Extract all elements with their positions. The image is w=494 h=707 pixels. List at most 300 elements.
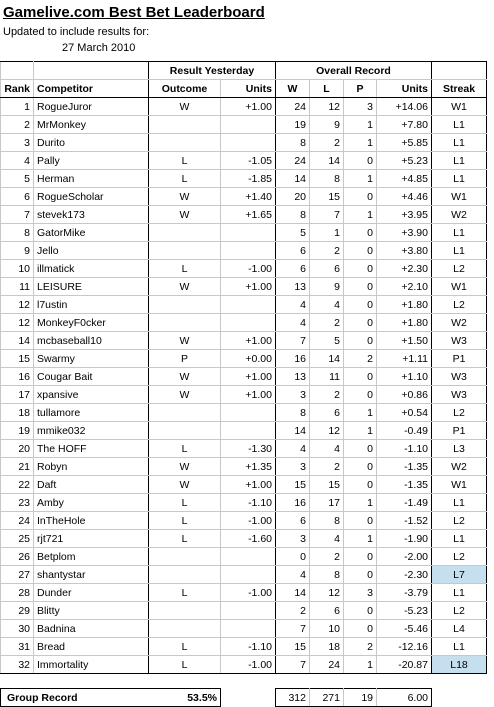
wins-cell: 13: [276, 368, 310, 386]
pushes-cell: 0: [344, 260, 377, 278]
table-row: [1, 224, 487, 242]
col-header-losses: L: [310, 80, 344, 98]
overall-units-cell: +0.54: [377, 404, 432, 422]
rank-cell: 27: [1, 566, 34, 584]
yesterday-units-cell: +0.00: [221, 350, 276, 368]
outcome-cell: [149, 224, 221, 242]
pushes-cell: 1: [344, 404, 377, 422]
yesterday-units-cell: [221, 602, 276, 620]
col-header-wins: W: [276, 80, 310, 98]
outcome-cell: W: [149, 476, 221, 494]
rank-cell: 9: [1, 242, 34, 260]
competitor-cell: Herman: [34, 170, 149, 188]
pushes-cell: 0: [344, 566, 377, 584]
group-record-units: 6.00: [377, 689, 432, 707]
table-row: [1, 602, 487, 620]
table-row: [1, 206, 487, 224]
group-record-row: [1, 689, 432, 707]
wins-cell: 14: [276, 422, 310, 440]
competitor-cell: Durito: [34, 134, 149, 152]
overall-units-cell: +3.90: [377, 224, 432, 242]
overall-units-cell: -5.23: [377, 602, 432, 620]
table-row: [1, 368, 487, 386]
outcome-cell: W: [149, 188, 221, 206]
pushes-cell: 0: [344, 332, 377, 350]
wins-cell: 16: [276, 494, 310, 512]
overall-units-cell: -1.52: [377, 512, 432, 530]
overall-units-cell: -0.49: [377, 422, 432, 440]
rank-cell: 12: [1, 296, 34, 314]
rank-cell: 31: [1, 638, 34, 656]
losses-cell: 12: [310, 584, 344, 602]
pushes-cell: 0: [344, 314, 377, 332]
wins-cell: 15: [276, 638, 310, 656]
overall-units-cell: +4.46: [377, 188, 432, 206]
streak-cell: L2: [432, 260, 487, 278]
overall-units-cell: +1.80: [377, 314, 432, 332]
col-header-overall-units: Units: [377, 80, 432, 98]
rank-cell: 7: [1, 206, 34, 224]
pushes-cell: 0: [344, 224, 377, 242]
streak-cell: W3: [432, 386, 487, 404]
streak-cell: L1: [432, 116, 487, 134]
streak-cell: W1: [432, 188, 487, 206]
overall-units-cell: +3.80: [377, 242, 432, 260]
losses-cell: 2: [310, 242, 344, 260]
losses-cell: 9: [310, 278, 344, 296]
table-row: [1, 440, 487, 458]
group-record-gap: [221, 689, 276, 707]
wins-cell: 24: [276, 152, 310, 170]
leaderboard-table: [0, 61, 487, 674]
overall-units-cell: -1.90: [377, 530, 432, 548]
overall-units-cell: +2.10: [377, 278, 432, 296]
overall-units-cell: +0.86: [377, 386, 432, 404]
pushes-cell: 3: [344, 584, 377, 602]
table-row: [1, 332, 487, 350]
outcome-cell: P: [149, 350, 221, 368]
streak-cell: L3: [432, 440, 487, 458]
outcome-cell: [149, 620, 221, 638]
rank-cell: 10: [1, 260, 34, 278]
losses-cell: 11: [310, 368, 344, 386]
pushes-cell: 0: [344, 152, 377, 170]
losses-cell: 12: [310, 422, 344, 440]
rank-cell: 25: [1, 530, 34, 548]
competitor-cell: RogueScholar: [34, 188, 149, 206]
streak-cell: L1: [432, 638, 487, 656]
overall-units-cell: -1.35: [377, 458, 432, 476]
competitor-cell: RogueJuror: [34, 98, 149, 116]
outcome-cell: L: [149, 440, 221, 458]
table-row: [1, 476, 487, 494]
table-row: [1, 422, 487, 440]
overall-units-cell: -2.00: [377, 548, 432, 566]
rank-cell: 30: [1, 620, 34, 638]
losses-cell: 7: [310, 206, 344, 224]
competitor-cell: Swarmy: [34, 350, 149, 368]
pushes-cell: 1: [344, 656, 377, 674]
wins-cell: 8: [276, 134, 310, 152]
yesterday-units-cell: +1.40: [221, 188, 276, 206]
table-row: [1, 98, 487, 116]
yesterday-units-cell: -1.10: [221, 494, 276, 512]
rank-cell: 8: [1, 224, 34, 242]
competitor-cell: Dunder: [34, 584, 149, 602]
rank-cell: 3: [1, 134, 34, 152]
pushes-cell: 1: [344, 494, 377, 512]
pushes-cell: 0: [344, 548, 377, 566]
losses-cell: 10: [310, 620, 344, 638]
pushes-cell: 1: [344, 206, 377, 224]
outcome-cell: L: [149, 170, 221, 188]
streak-cell: L1: [432, 224, 487, 242]
pushes-cell: 0: [344, 602, 377, 620]
overall-units-cell: +1.10: [377, 368, 432, 386]
rank-cell: 6: [1, 188, 34, 206]
streak-cell: L1: [432, 242, 487, 260]
table-row: [1, 296, 487, 314]
outcome-cell: [149, 602, 221, 620]
pushes-cell: 0: [344, 458, 377, 476]
competitor-cell: xpansive: [34, 386, 149, 404]
losses-cell: 8: [310, 512, 344, 530]
wins-cell: 24: [276, 98, 310, 116]
losses-cell: 5: [310, 332, 344, 350]
yesterday-units-cell: [221, 224, 276, 242]
streak-cell: L2: [432, 602, 487, 620]
yesterday-units-cell: +1.00: [221, 98, 276, 116]
outcome-cell: W: [149, 332, 221, 350]
wins-cell: 19: [276, 116, 310, 134]
streak-cell: L2: [432, 512, 487, 530]
wins-cell: 8: [276, 206, 310, 224]
yesterday-units-cell: +1.00: [221, 476, 276, 494]
wins-cell: 4: [276, 566, 310, 584]
pushes-cell: 0: [344, 512, 377, 530]
streak-cell: W2: [432, 206, 487, 224]
rank-cell: 14: [1, 332, 34, 350]
yesterday-units-cell: [221, 548, 276, 566]
header-result-yesterday: Result Yesterday: [149, 62, 276, 80]
group-record-label: Group Record: [1, 689, 149, 707]
streak-cell: P1: [432, 422, 487, 440]
competitor-cell: Daft: [34, 476, 149, 494]
yesterday-units-cell: [221, 404, 276, 422]
header-blank: [34, 62, 149, 80]
wins-cell: 3: [276, 386, 310, 404]
streak-cell: W1: [432, 278, 487, 296]
competitor-cell: Robyn: [34, 458, 149, 476]
overall-units-cell: -1.35: [377, 476, 432, 494]
table-row: [1, 638, 487, 656]
pushes-cell: 0: [344, 278, 377, 296]
outcome-cell: L: [149, 638, 221, 656]
streak-cell: L1: [432, 584, 487, 602]
rank-cell: 2: [1, 116, 34, 134]
table-row: [1, 584, 487, 602]
competitor-cell: Betplom: [34, 548, 149, 566]
rank-cell: 24: [1, 512, 34, 530]
update-note: Updated to include results for:: [3, 26, 150, 38]
competitor-cell: stevek173: [34, 206, 149, 224]
streak-cell: L2: [432, 404, 487, 422]
streak-cell: L1: [432, 152, 487, 170]
competitor-cell: GatorMike: [34, 224, 149, 242]
wins-cell: 0: [276, 548, 310, 566]
group-header-row: [1, 62, 487, 80]
streak-cell: L1: [432, 134, 487, 152]
group-record-wins: 312: [276, 689, 310, 707]
streak-cell: L2: [432, 548, 487, 566]
wins-cell: 4: [276, 314, 310, 332]
outcome-cell: W: [149, 386, 221, 404]
losses-cell: 12: [310, 98, 344, 116]
pushes-cell: 2: [344, 638, 377, 656]
streak-cell: W2: [432, 458, 487, 476]
group-record-table: [0, 688, 432, 707]
table-row: [1, 656, 487, 674]
table-row: [1, 170, 487, 188]
table-row: [1, 116, 487, 134]
losses-cell: 4: [310, 530, 344, 548]
outcome-cell: [149, 548, 221, 566]
pushes-cell: 0: [344, 188, 377, 206]
table-row: [1, 350, 487, 368]
rank-cell: 26: [1, 548, 34, 566]
losses-cell: 2: [310, 314, 344, 332]
pushes-cell: 1: [344, 134, 377, 152]
overall-units-cell: +4.85: [377, 170, 432, 188]
streak-cell: L7: [432, 566, 487, 584]
col-header-streak: Streak: [432, 80, 487, 98]
page-title: Gamelive.com Best Bet Leaderboard: [3, 4, 265, 21]
outcome-cell: L: [149, 152, 221, 170]
pushes-cell: 0: [344, 620, 377, 638]
table-row: [1, 152, 487, 170]
yesterday-units-cell: [221, 566, 276, 584]
losses-cell: 8: [310, 170, 344, 188]
col-header-outcome: Outcome: [149, 80, 221, 98]
yesterday-units-cell: -1.10: [221, 638, 276, 656]
competitor-cell: InTheHole: [34, 512, 149, 530]
losses-cell: 2: [310, 548, 344, 566]
overall-units-cell: +3.95: [377, 206, 432, 224]
pushes-cell: 0: [344, 368, 377, 386]
table-row: [1, 242, 487, 260]
overall-units-cell: -5.46: [377, 620, 432, 638]
yesterday-units-cell: +1.00: [221, 386, 276, 404]
wins-cell: 5: [276, 224, 310, 242]
table-row: [1, 530, 487, 548]
yesterday-units-cell: +1.65: [221, 206, 276, 224]
streak-cell: L1: [432, 494, 487, 512]
losses-cell: 8: [310, 566, 344, 584]
update-date: 27 March 2010: [62, 42, 136, 54]
col-header-yesterday-units: Units: [221, 80, 276, 98]
competitor-cell: l7ustin: [34, 296, 149, 314]
overall-units-cell: -20.87: [377, 656, 432, 674]
outcome-cell: L: [149, 584, 221, 602]
yesterday-units-cell: +1.00: [221, 332, 276, 350]
wins-cell: 3: [276, 530, 310, 548]
competitor-cell: mcbaseball10: [34, 332, 149, 350]
pushes-cell: 2: [344, 350, 377, 368]
yesterday-units-cell: -1.00: [221, 584, 276, 602]
wins-cell: 6: [276, 242, 310, 260]
streak-cell: W1: [432, 476, 487, 494]
yesterday-units-cell: -1.30: [221, 440, 276, 458]
competitor-cell: Jello: [34, 242, 149, 260]
rank-cell: 16: [1, 368, 34, 386]
wins-cell: 4: [276, 296, 310, 314]
pushes-cell: 0: [344, 242, 377, 260]
outcome-cell: L: [149, 530, 221, 548]
rank-cell: 1: [1, 98, 34, 116]
yesterday-units-cell: -1.00: [221, 512, 276, 530]
outcome-cell: [149, 116, 221, 134]
table-row: [1, 620, 487, 638]
group-record-pushes: 19: [344, 689, 377, 707]
outcome-cell: [149, 134, 221, 152]
outcome-cell: [149, 242, 221, 260]
pushes-cell: 1: [344, 116, 377, 134]
overall-units-cell: -3.79: [377, 584, 432, 602]
outcome-cell: [149, 566, 221, 584]
group-record-pct: 53.5%: [149, 689, 221, 707]
yesterday-units-cell: +1.35: [221, 458, 276, 476]
table-row: [1, 458, 487, 476]
pushes-cell: 0: [344, 476, 377, 494]
overall-units-cell: +5.23: [377, 152, 432, 170]
rank-cell: 21: [1, 458, 34, 476]
competitor-cell: Blitty: [34, 602, 149, 620]
overall-units-cell: +14.06: [377, 98, 432, 116]
losses-cell: 2: [310, 386, 344, 404]
wins-cell: 15: [276, 476, 310, 494]
col-header-pushes: P: [344, 80, 377, 98]
streak-cell: P1: [432, 350, 487, 368]
group-record-losses: 271: [310, 689, 344, 707]
streak-cell: L4: [432, 620, 487, 638]
streak-cell: L1: [432, 170, 487, 188]
competitor-cell: illmatick: [34, 260, 149, 278]
overall-units-cell: -1.10: [377, 440, 432, 458]
rank-cell: 18: [1, 404, 34, 422]
yesterday-units-cell: [221, 422, 276, 440]
header-blank: [432, 62, 487, 80]
wins-cell: 4: [276, 440, 310, 458]
pushes-cell: 0: [344, 296, 377, 314]
outcome-cell: W: [149, 278, 221, 296]
wins-cell: 13: [276, 278, 310, 296]
rank-cell: 22: [1, 476, 34, 494]
table-row: [1, 134, 487, 152]
losses-cell: 6: [310, 404, 344, 422]
losses-cell: 4: [310, 296, 344, 314]
col-header-competitor: Competitor: [34, 80, 149, 98]
outcome-cell: L: [149, 656, 221, 674]
table-row: [1, 548, 487, 566]
streak-cell: W3: [432, 368, 487, 386]
overall-units-cell: +7.80: [377, 116, 432, 134]
outcome-cell: [149, 422, 221, 440]
table-row: [1, 404, 487, 422]
table-row: [1, 260, 487, 278]
outcome-cell: L: [149, 494, 221, 512]
losses-cell: 9: [310, 116, 344, 134]
table-row: [1, 494, 487, 512]
pushes-cell: 1: [344, 422, 377, 440]
header-blank: [1, 62, 34, 80]
competitor-cell: mmike032: [34, 422, 149, 440]
overall-units-cell: -1.49: [377, 494, 432, 512]
wins-cell: 20: [276, 188, 310, 206]
competitor-cell: shantystar: [34, 566, 149, 584]
losses-cell: 1: [310, 224, 344, 242]
outcome-cell: L: [149, 512, 221, 530]
wins-cell: 7: [276, 332, 310, 350]
competitor-cell: Badnina: [34, 620, 149, 638]
overall-units-cell: +5.85: [377, 134, 432, 152]
pushes-cell: 1: [344, 170, 377, 188]
yesterday-units-cell: [221, 134, 276, 152]
losses-cell: 17: [310, 494, 344, 512]
competitor-cell: LEISURE: [34, 278, 149, 296]
competitor-cell: Bread: [34, 638, 149, 656]
streak-cell: L1: [432, 530, 487, 548]
outcome-cell: [149, 314, 221, 332]
competitor-cell: Amby: [34, 494, 149, 512]
yesterday-units-cell: +1.00: [221, 278, 276, 296]
pushes-cell: 1: [344, 530, 377, 548]
yesterday-units-cell: -1.60: [221, 530, 276, 548]
wins-cell: 16: [276, 350, 310, 368]
table-row: [1, 314, 487, 332]
yesterday-units-cell: -1.00: [221, 656, 276, 674]
wins-cell: 6: [276, 512, 310, 530]
pushes-cell: 3: [344, 98, 377, 116]
rank-cell: 19: [1, 422, 34, 440]
wins-cell: 2: [276, 602, 310, 620]
outcome-cell: W: [149, 368, 221, 386]
competitor-cell: tullamore: [34, 404, 149, 422]
wins-cell: 6: [276, 260, 310, 278]
losses-cell: 2: [310, 458, 344, 476]
table-row: [1, 386, 487, 404]
rank-cell: 23: [1, 494, 34, 512]
rank-cell: 32: [1, 656, 34, 674]
overall-units-cell: +1.80: [377, 296, 432, 314]
yesterday-units-cell: [221, 314, 276, 332]
column-header-row: [1, 80, 487, 98]
yesterday-units-cell: -1.00: [221, 260, 276, 278]
col-header-rank: Rank: [1, 80, 34, 98]
overall-units-cell: -12.16: [377, 638, 432, 656]
losses-cell: 4: [310, 440, 344, 458]
competitor-cell: Immortality: [34, 656, 149, 674]
competitor-cell: Cougar Bait: [34, 368, 149, 386]
yesterday-units-cell: -1.05: [221, 152, 276, 170]
competitor-cell: MonkeyF0cker: [34, 314, 149, 332]
yesterday-units-cell: [221, 116, 276, 134]
outcome-cell: W: [149, 458, 221, 476]
rank-cell: 12: [1, 314, 34, 332]
losses-cell: 24: [310, 656, 344, 674]
outcome-cell: W: [149, 98, 221, 116]
streak-cell: W3: [432, 332, 487, 350]
overall-units-cell: +2.30: [377, 260, 432, 278]
